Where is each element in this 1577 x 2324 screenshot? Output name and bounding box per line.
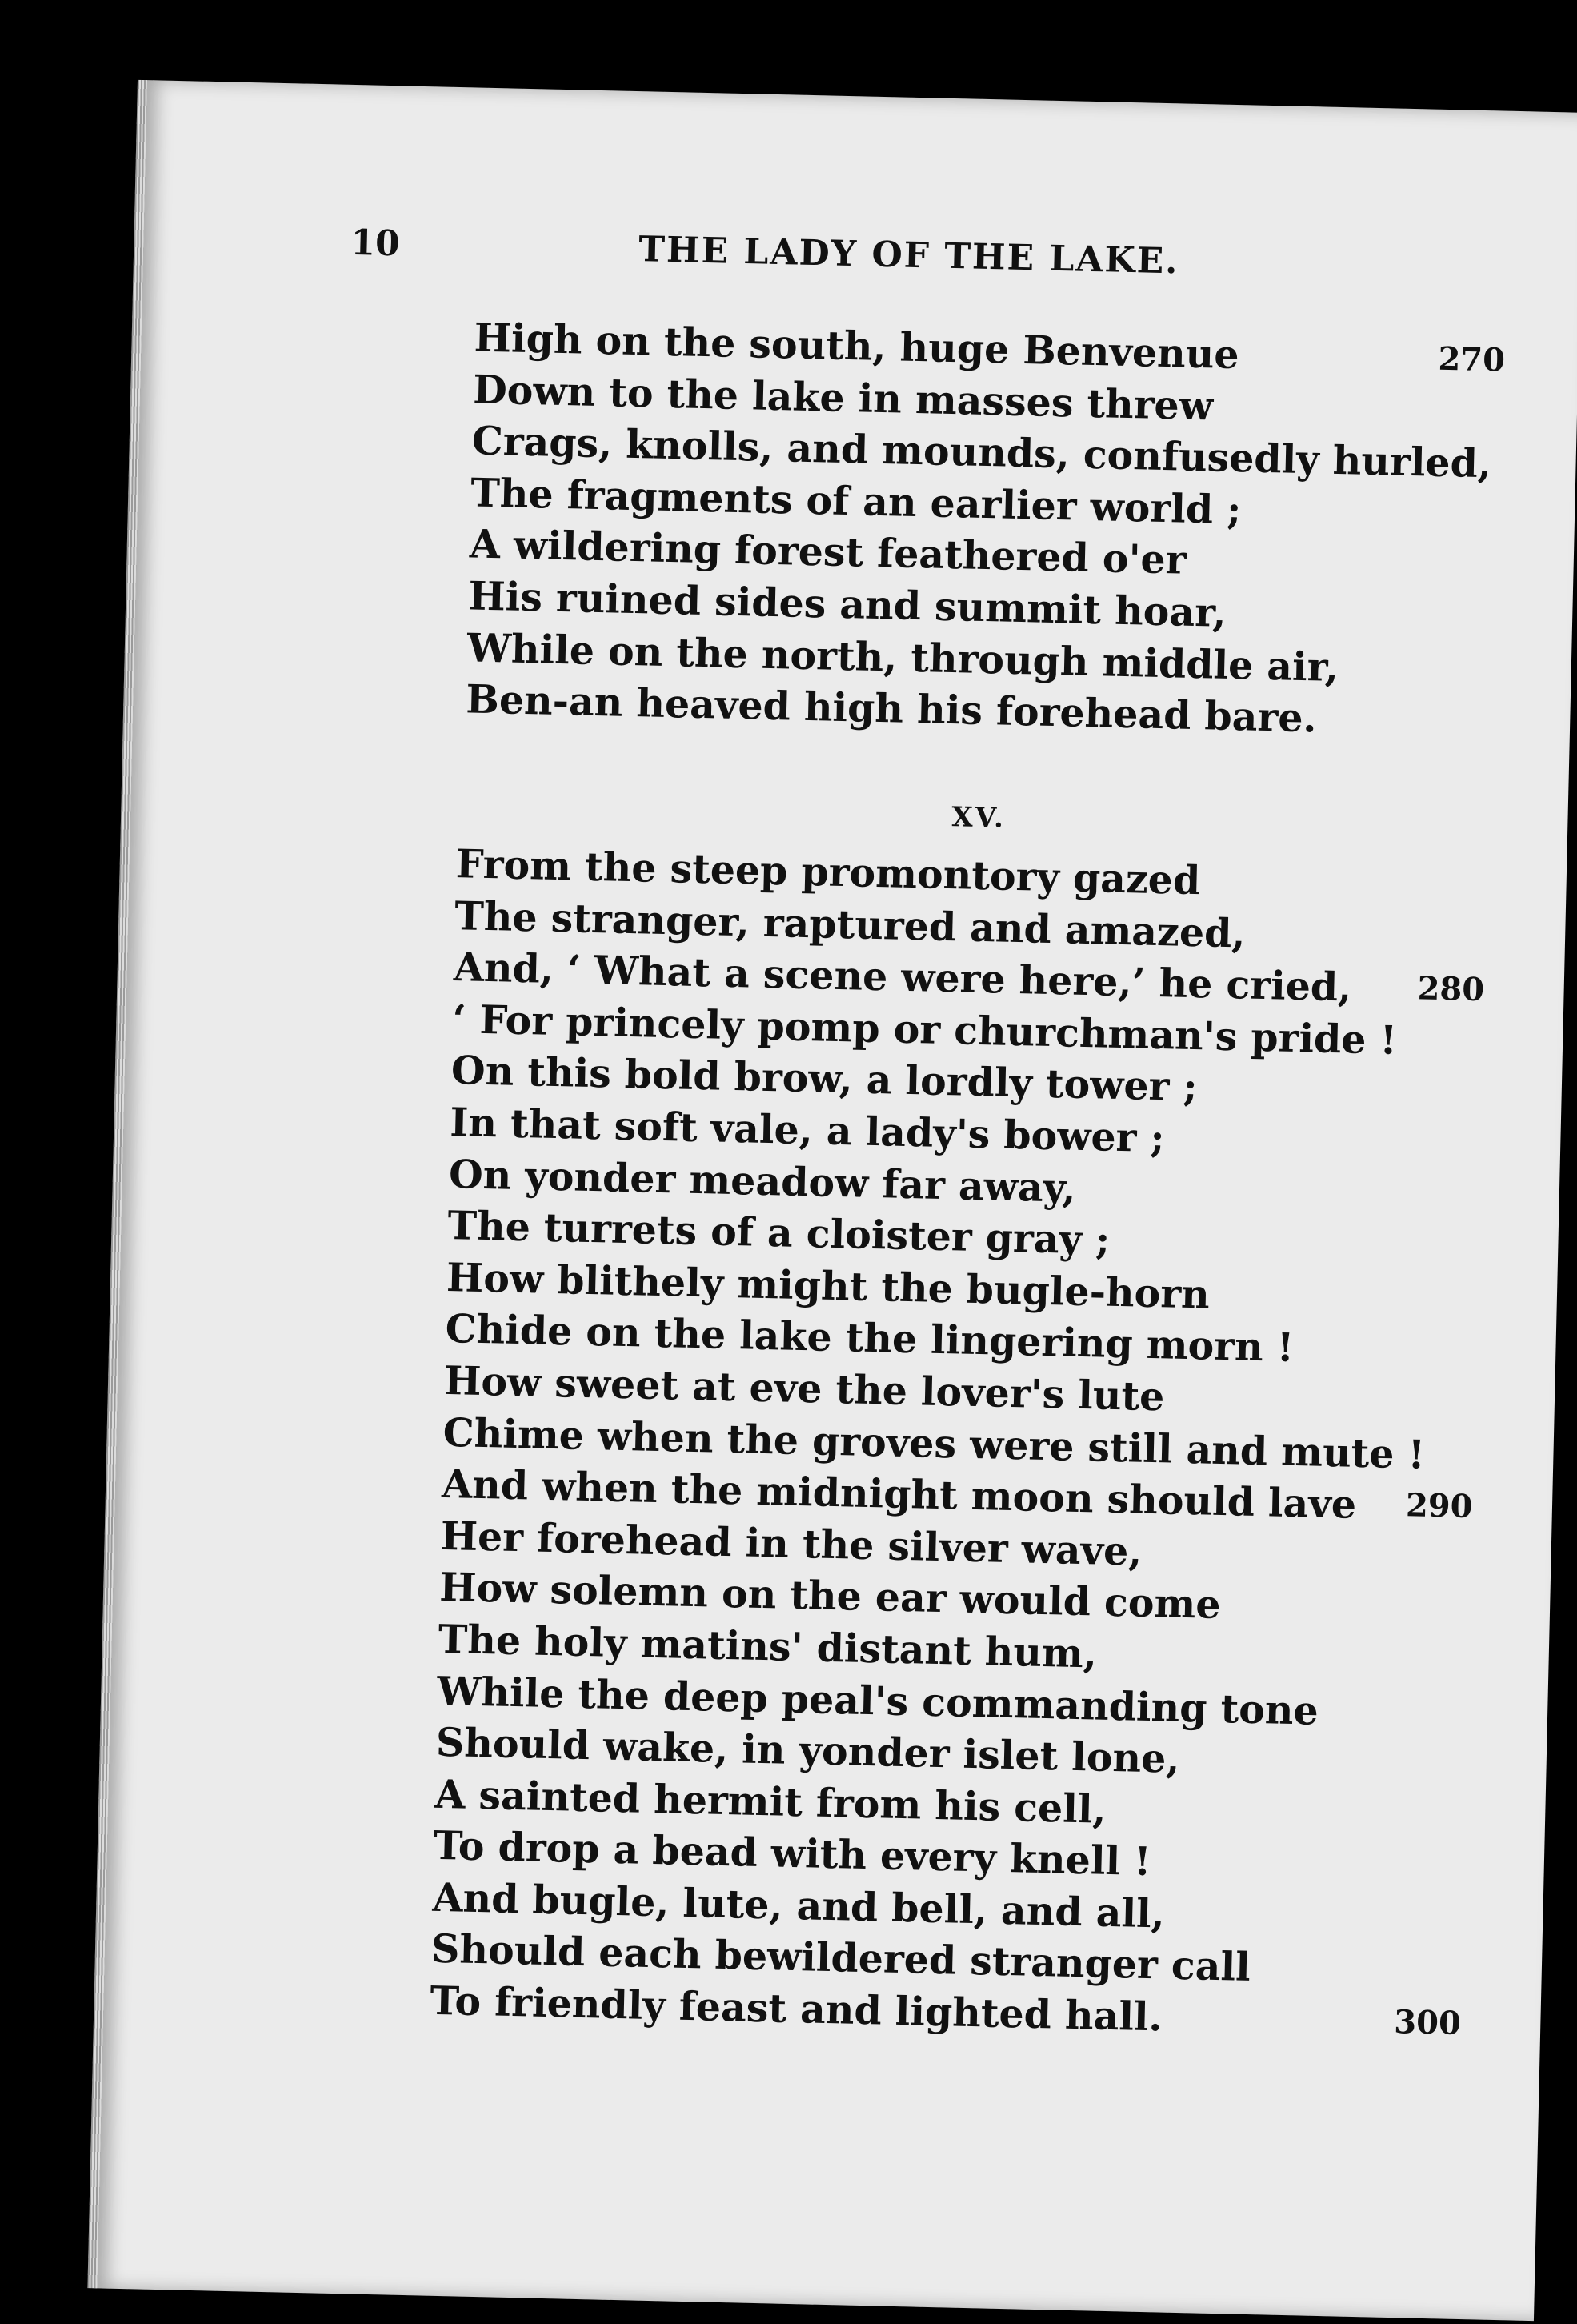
poem-line: The stranger, raptured and amazed, [454, 892, 1247, 957]
line-number: 270 [1437, 339, 1506, 379]
page-number: 10 [350, 222, 401, 265]
poem-line: And, ‘ What a scene were here,’ he cried, 280 [453, 941, 1436, 1015]
stanza-xiv-ending [465, 311, 1506, 748]
poem-line: A sainted hermit from his cell, [434, 1770, 1107, 1833]
poem-line: The turrets of a cloister gray ; [446, 1202, 1111, 1264]
section-heading: XV. [951, 801, 1007, 835]
poem-line: On yonder meadow far away, [448, 1150, 1077, 1212]
poem-line: And when the midnight moon should lave 290 [442, 1458, 1425, 1532]
poem-line: And bugle, lute, and bell, and all, [431, 1873, 1166, 1937]
poem-line: The holy matins' distant hum, [438, 1615, 1098, 1677]
poem-line: Chide on the lake the lingering morn ! [445, 1305, 1295, 1372]
poem-line: Ben-an heaved high his forehead bare. [465, 675, 1318, 742]
poem-line: While on the north, through middle air, [466, 623, 1339, 691]
stanza-xv [429, 838, 1485, 2049]
poem-line: Down to the lake in masses threw [472, 366, 1214, 429]
poem-line: Should each bewildered stranger call [430, 1925, 1251, 1991]
poem-line: In that soft vale, a lady's bower ; [449, 1098, 1166, 1162]
poem-line: How solemn on the ear would come [438, 1564, 1222, 1629]
poem-line: From the steep promontory gazed [455, 840, 1201, 904]
poem-line: On this bold brow, a lordly tower ; [450, 1047, 1199, 1111]
poem-line: ‘ For princely pomp or churchman's pride ! [451, 995, 1398, 1064]
line-number: 290 [1405, 1486, 1474, 1526]
poem-line: Chime when the groves were still and mute ! [442, 1408, 1426, 1478]
book-page [94, 80, 1577, 2321]
poem-line: How blithely might the bugle-horn [446, 1253, 1211, 1318]
poem-line: How sweet at eve the lover's lute [443, 1356, 1165, 1420]
page-edge [87, 80, 147, 2289]
poem-line: Crags, knolls, and mounds, confusedly hurled, [471, 417, 1492, 487]
line-number: 280 [1417, 969, 1485, 1009]
page-header [350, 222, 1391, 302]
running-title: THE LADY OF THE LAKE. [638, 229, 1180, 282]
poem-line: To friendly feast and lighted hall. 300 [430, 1975, 1413, 2049]
poem-line: To drop a bead with every knell ! [433, 1822, 1152, 1885]
poem-line: The fragments of an earlier world ; [470, 469, 1242, 534]
poem-line: While the deep peal's commanding tone [436, 1667, 1319, 1734]
poem-line: High on the south, huge Benvenue 270 [474, 311, 1494, 386]
poem-line: His ruined sides and summit hoar, [467, 572, 1227, 636]
poem-line: Should wake, in yonder islet lone, [435, 1718, 1181, 1782]
poem-line: Her forehead in the silver wave, [440, 1512, 1143, 1575]
line-number: 300 [1393, 2003, 1462, 2043]
poem-line: A wildering forest feathered o'er [469, 520, 1187, 584]
